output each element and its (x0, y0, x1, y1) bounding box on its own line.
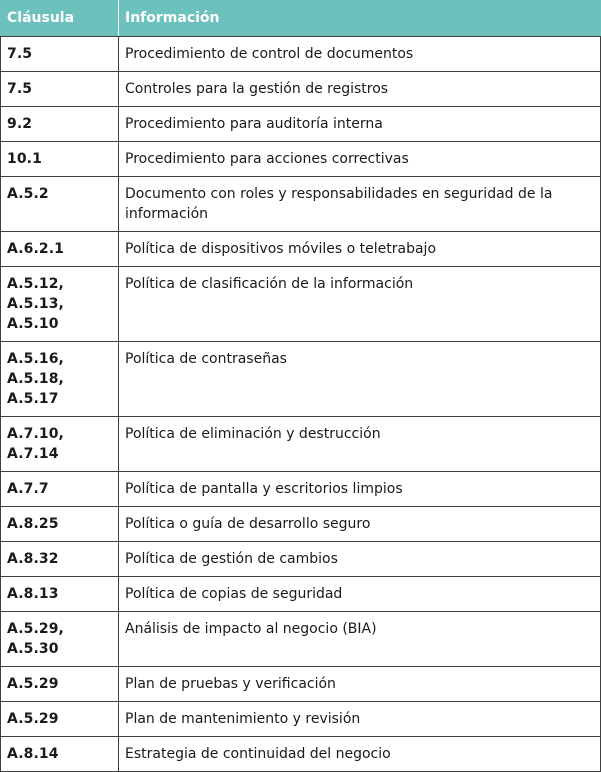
table-row (1, 507, 601, 542)
clause-cell: A.5.16, A.5.18, A.5.17 (1, 342, 119, 417)
clause-cell: A.8.13 (1, 577, 119, 612)
info-cell: Procedimiento para acciones correctivas (119, 142, 601, 177)
table-body (1, 37, 601, 772)
clause-cell: A.5.29 (1, 702, 119, 737)
table-row (1, 177, 601, 232)
info-cell: Plan de pruebas y verificación (119, 667, 601, 702)
info-cell: Documento con roles y responsabilidades en seguridad de la información (119, 177, 601, 232)
info-cell: Política de pantalla y escritorios limpios (119, 472, 601, 507)
clause-cell: A.6.2.1 (1, 232, 119, 267)
clause-cell: A.8.25 (1, 507, 119, 542)
info-cell: Política o guía de desarrollo seguro (119, 507, 601, 542)
table-row (1, 37, 601, 72)
info-cell: Política de eliminación y destrucción (119, 417, 601, 472)
clause-cell: 9.2 (1, 107, 119, 142)
table-row (1, 72, 601, 107)
clause-cell: A.8.32 (1, 542, 119, 577)
table-row (1, 342, 601, 417)
info-cell: Política de contraseñas (119, 342, 601, 417)
header-clause: Cláusula (1, 1, 119, 37)
info-cell: Política de copias de seguridad (119, 577, 601, 612)
clause-cell: A.5.2 (1, 177, 119, 232)
clause-cell: 7.5 (1, 37, 119, 72)
clause-cell: A.8.14 (1, 737, 119, 772)
table-row (1, 542, 601, 577)
clause-cell: A.5.29 (1, 667, 119, 702)
table-row (1, 232, 601, 267)
info-cell: Procedimiento de control de documentos (119, 37, 601, 72)
info-cell: Política de dispositivos móviles o teletrabajo (119, 232, 601, 267)
clause-cell: 7.5 (1, 72, 119, 107)
info-cell: Análisis de impacto al negocio (BIA) (119, 612, 601, 667)
table-header (1, 1, 601, 37)
info-cell: Plan de mantenimiento y revisión (119, 702, 601, 737)
table-row (1, 472, 601, 507)
clause-cell: A.7.7 (1, 472, 119, 507)
clause-cell: 10.1 (1, 142, 119, 177)
table-row (1, 267, 601, 342)
table-row (1, 142, 601, 177)
clause-cell: A.5.12, A.5.13, A.5.10 (1, 267, 119, 342)
header-info: Información (119, 1, 601, 37)
table-row (1, 417, 601, 472)
clause-cell: A.7.10, A.7.14 (1, 417, 119, 472)
table-row (1, 737, 601, 772)
table-row (1, 612, 601, 667)
info-cell: Política de clasificación de la información (119, 267, 601, 342)
table-row (1, 667, 601, 702)
header-row (1, 1, 601, 37)
table-row (1, 107, 601, 142)
table-row (1, 702, 601, 737)
info-cell: Controles para la gestión de registros (119, 72, 601, 107)
info-cell: Estrategia de continuidad del negocio (119, 737, 601, 772)
info-cell: Procedimiento para auditoría interna (119, 107, 601, 142)
table-row (1, 577, 601, 612)
info-cell: Política de gestión de cambios (119, 542, 601, 577)
clause-cell: A.5.29, A.5.30 (1, 612, 119, 667)
